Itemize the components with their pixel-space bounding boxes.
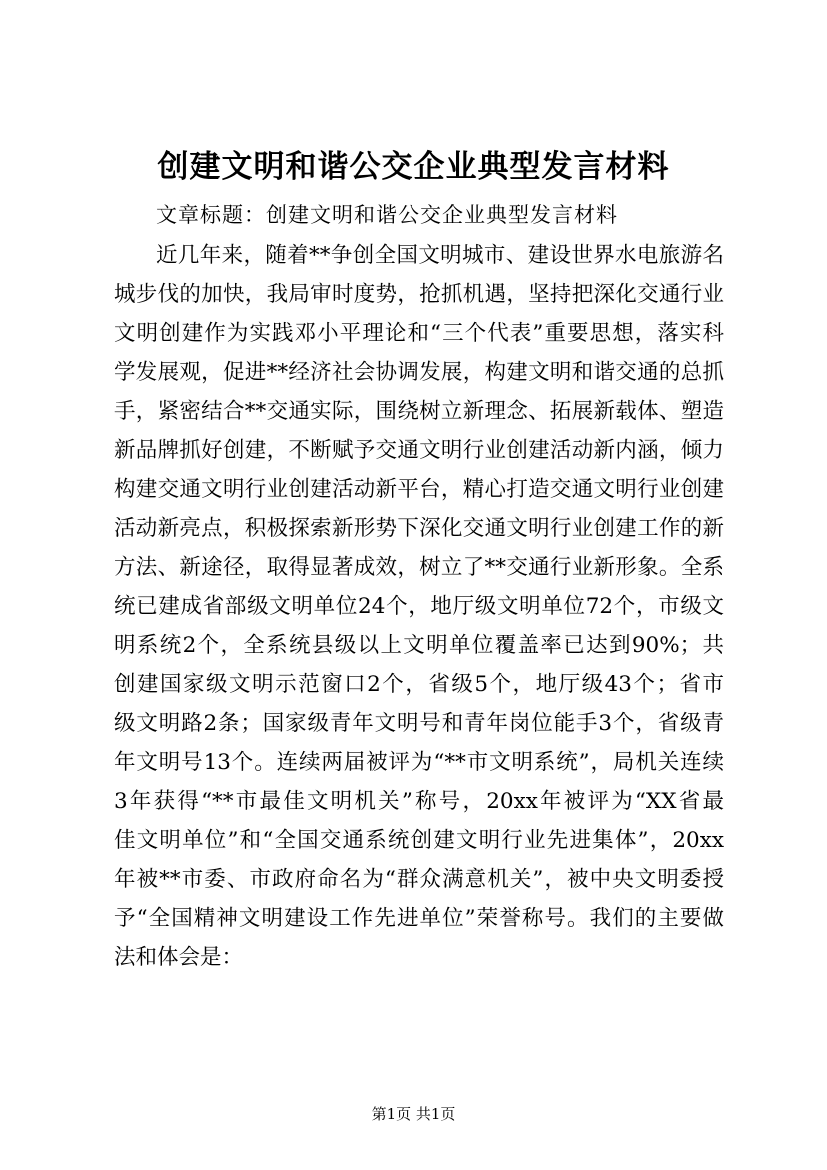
paragraph-line: 活动新亮点，积极探索新形势下深化交通文明行业创建工作的新 bbox=[114, 516, 724, 541]
paragraph-line: 近几年来，随着**争创全国文明城市、建设世界水电旅游名 bbox=[156, 243, 724, 268]
paragraph-line: 佳文明单位”和“全国交通系统创建文明行业先进集体”，20xx bbox=[114, 828, 724, 853]
paragraph-line: 统已建成省部级文明单位24个，地厅级文明单位72个，市级文 bbox=[114, 594, 724, 619]
paragraph-line: 文明创建作为实践邓小平理论和“三个代表”重要思想，落实科 bbox=[114, 321, 724, 346]
paragraph-line: 构建交通文明行业创建活动新平台，精心打造交通文明行业创建 bbox=[114, 477, 724, 502]
document-title: 创建文明和谐公交企业典型发言材料 bbox=[157, 149, 670, 185]
paragraph-line: 3年获得“**市最佳文明机关”称号，20xx年被评为“XX省最 bbox=[114, 789, 724, 814]
paragraph-line: 年文明号13个。连续两届被评为“**市文明系统”，局机关连续 bbox=[114, 750, 724, 775]
paragraph-line: 学发展观，促进**经济社会协调发展，构建文明和谐交通的总抓 bbox=[114, 360, 724, 385]
paragraph-line: 新品牌抓好创建，不断赋予交通文明行业创建活动新内涵，倾力 bbox=[114, 438, 724, 463]
paragraph-line: 予“全国精神文明建设工作先进单位”荣誉称号。我们的主要做 bbox=[114, 906, 724, 931]
body-paragraph bbox=[114, 236, 724, 977]
paragraph-line: 城步伐的加快，我局审时度势，抢抓机遇，坚持把深化交通行业 bbox=[114, 282, 724, 307]
paragraph-line: 法和体会是： bbox=[114, 945, 244, 970]
paragraph-line: 明系统2个，全系统县级以上文明单位覆盖率已达到90%；共 bbox=[114, 633, 724, 658]
paragraph-line: 手，紧密结合**交通实际，围绕树立新理念、拓展新载体、塑造 bbox=[114, 399, 724, 424]
paragraph-line: 创建国家级文明示范窗口2个，省级5个，地厅级43个；省市 bbox=[114, 672, 724, 697]
paragraph-line: 年被**市委、市政府命名为“群众满意机关”，被中央文明委授 bbox=[114, 867, 724, 892]
paragraph-line: 级文明路2条；国家级青年文明号和青年岗位能手3个，省级青 bbox=[114, 711, 724, 736]
article-subtitle: 文章标题：创建文明和谐公交企业典型发言材料 bbox=[156, 203, 618, 227]
page-number-footer: 第1页 共1页 bbox=[371, 1105, 456, 1123]
paragraph-line: 方法、新途径，取得显著成效，树立了**交通行业新形象。全系 bbox=[114, 555, 724, 580]
